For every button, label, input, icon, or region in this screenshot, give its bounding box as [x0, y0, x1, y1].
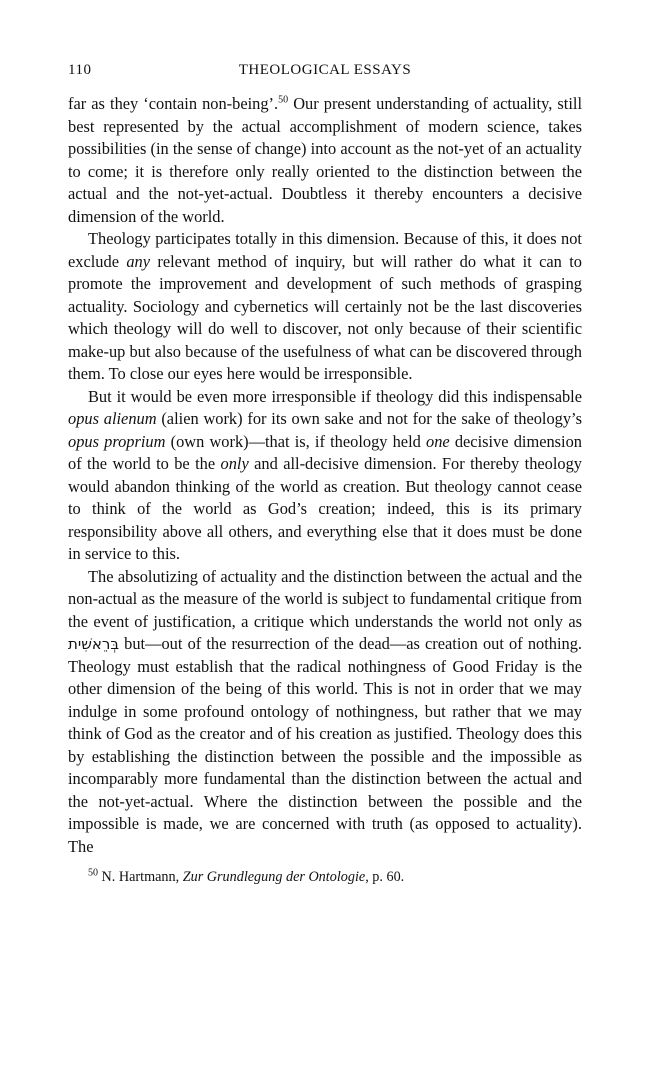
running-head: THEOLOGICAL ESSAYS: [238, 62, 412, 78]
footnote-marker: 50: [88, 867, 98, 879]
text-run: N. Hartmann,: [98, 869, 183, 885]
text-run: relevant method of inquiry, but will rather do what it can to promote the improvement and development of such methods of grasping actuality. Sociology and cybernetics will certainly not be the last discoveries which theology will do well to discover, not only because of their scientific make-up but also because of the usefulness of what can be discovered through them. To close our eyes here would be irresponsible.: [68, 251, 582, 383]
page-number: 110: [68, 62, 92, 78]
hebrew-word: בְּרֵאשִׁית: [68, 635, 120, 653]
paragraph: [68, 386, 582, 566]
body-text: [68, 93, 582, 858]
text-run: (alien work) for its own sake and not for the sake of theology’s: [156, 409, 582, 428]
text-run: Our present understanding of actuality, still best represented by the actual accomplishment of modern science, takes possibilities (in the sense of change) into account as the not-yet of an actuality to come; it is therefore only really oriented to the distinction between the actual and the not-yet-actual. Doubtless it thereby encounters a decisive dimension of the world.: [68, 94, 582, 226]
book-page: [68, 62, 582, 887]
text-run: Theology participates totally in this dimension. Because of this, it does not exclude: [68, 229, 582, 271]
italic-text: only: [220, 454, 249, 473]
text-run: decisive dimension of the world to be the: [68, 431, 582, 473]
text-run: , p. 60.: [365, 869, 405, 885]
footnote: [68, 868, 582, 887]
paragraph: [68, 228, 582, 386]
text-run: But it would be even more irresponsible if theology did this indispensable: [88, 386, 582, 406]
italic-text: one: [426, 431, 450, 451]
text-run: far as they ‘contain non-being’.: [68, 94, 279, 113]
paragraph: [68, 93, 582, 228]
text-run: and all-decisive dimension. For thereby theology would abandon thinking of the world as creation. But theology cannot cease to think of the world as God’s creation; indeed, this is its primary responsibility above all others, and everything else that it does must be done in service to this.: [68, 454, 582, 563]
text-run: (own work)—that is, if theology held: [165, 431, 426, 451]
italic-text: any: [126, 251, 151, 271]
paragraph: [68, 566, 582, 859]
text-run: The absolutizing of actuality and the distinction between the actual and the non-actual as the measure of the world is subject to fundamental critique from the event of justification, a critique which understands the world not only as: [68, 566, 582, 631]
italic-text: opus alienum: [68, 409, 157, 428]
italic-text: Zur Grundlegung der Ontologie: [182, 869, 366, 885]
text-run: but—out of the resurrection of the dead—as creation out of nothing. Theology must establish that the radical nothingness of Good Friday is the other dimension of the being of this world. This is not in order that we may indulge in some profound ontology of nothingness, but rather that we may think of God as the creator and of his creation as justified. Theology does this by establishing the distinction between the possible and the impossible as incomparably more fundamental than the distinction between the actual and the not-yet-actual. Where the distinction between the possible and the impossible is made, we are concerned with truth (as opposed to actuality). The: [68, 634, 582, 856]
italic-text: opus proprium: [68, 431, 166, 451]
page-header: [68, 62, 582, 86]
footnote-marker: 50: [278, 94, 289, 106]
